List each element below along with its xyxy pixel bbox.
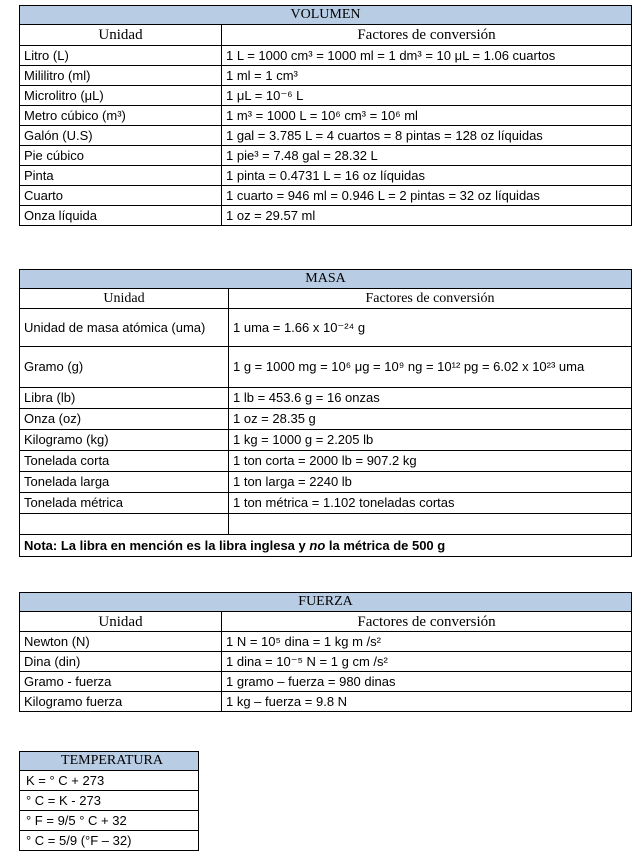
- volumen-factor-cell: 1 m³ = 1000 L = 10⁶ cm³ = 10⁶ ml: [222, 106, 632, 126]
- masa-unit-cell: Tonelada corta: [20, 451, 229, 472]
- masa-factor-cell: 1 uma = 1.66 x 10⁻²⁴ g: [229, 309, 632, 347]
- volumen-title: VOLUMEN: [20, 6, 632, 25]
- fuerza-table: [19, 592, 632, 712]
- volumen-header-factores: Factores de conversión: [222, 25, 632, 46]
- masa-note: [20, 535, 632, 557]
- masa-unit-cell: Kilogramo (kg): [20, 430, 229, 451]
- fuerza-header-unidad: Unidad: [20, 612, 222, 632]
- masa-unit-cell: [20, 514, 229, 535]
- fuerza-factor-cell: 1 kg – fuerza = 9.8 N: [222, 692, 632, 712]
- temperatura-formula: ° C = K - 273: [20, 791, 199, 811]
- volumen-unit-cell: Onza líquida: [20, 206, 222, 226]
- volumen-factor-cell: 1 gal = 3.785 L = 4 cuartos = 8 pintas = 128 oz líquidas: [222, 126, 632, 146]
- fuerza-unit-cell: Kilogramo fuerza: [20, 692, 222, 712]
- masa-factor-cell: 1 ton métrica = 1.102 toneladas cortas: [229, 493, 632, 514]
- fuerza-factor-cell: 1 N = 10⁵ dina = 1 kg m /s²: [222, 632, 632, 652]
- volumen-factor-cell: 1 L = 1000 cm³ = 1000 ml = 1 dm³ = 10 μL = 1.06 cuartos: [222, 46, 632, 66]
- volumen-unit-cell: Galón (U.S): [20, 126, 222, 146]
- fuerza-unit-cell: Dina (din): [20, 652, 222, 672]
- volumen-unit-cell: Cuarto: [20, 186, 222, 206]
- volumen-factor-cell: 1 pinta = 0.4731 L = 16 oz líquidas: [222, 166, 632, 186]
- masa-factor-cell: 1 ton corta = 2000 lb = 907.2 kg: [229, 451, 632, 472]
- masa-unit-cell: Gramo (g): [20, 347, 229, 388]
- volumen-unit-cell: Microlitro (μL): [20, 86, 222, 106]
- volumen-table: [19, 5, 632, 226]
- volumen-unit-cell: Pie cúbico: [20, 146, 222, 166]
- masa-header-factores: Factores de conversión: [229, 289, 632, 309]
- volumen-unit-cell: Mililitro (ml): [20, 66, 222, 86]
- temperatura-title: TEMPERATURA: [20, 752, 199, 771]
- fuerza-factor-cell: 1 dina = 10⁻⁵ N = 1 g cm /s²: [222, 652, 632, 672]
- masa-header-unidad: Unidad: [20, 289, 229, 309]
- volumen-unit-cell: Metro cúbico (m³): [20, 106, 222, 126]
- fuerza-unit-cell: Newton (N): [20, 632, 222, 652]
- temperatura-formula: ° C = 5/9 (°F – 32): [20, 831, 199, 851]
- masa-unit-cell: Tonelada larga: [20, 472, 229, 493]
- masa-unit-cell: Tonelada métrica: [20, 493, 229, 514]
- volumen-header-unidad: Unidad: [20, 25, 222, 46]
- fuerza-title: FUERZA: [20, 593, 632, 612]
- masa-unit-cell: Unidad de masa atómica (uma): [20, 309, 229, 347]
- masa-factor-cell: 1 g = 1000 mg = 10⁶ μg = 10⁹ ng = 10¹² pg = 6.02 x 10²³ uma: [229, 347, 632, 388]
- volumen-unit-cell: Pinta: [20, 166, 222, 186]
- temperatura-table: [19, 751, 199, 851]
- volumen-factor-cell: 1 pie³ = 7.48 gal = 28.32 L: [222, 146, 632, 166]
- masa-note-text: Nota: La libra en mención es la libra inglesa y no la métrica de 500 g: [24, 537, 446, 553]
- masa-table: [19, 269, 632, 557]
- temperatura-formula: ° F = 9/5 ° C + 32: [20, 811, 199, 831]
- volumen-factor-cell: 1 ml = 1 cm³: [222, 66, 632, 86]
- masa-unit-cell: Libra (lb): [20, 388, 229, 409]
- masa-factor-cell: 1 lb = 453.6 g = 16 onzas: [229, 388, 632, 409]
- masa-factor-cell: [229, 514, 632, 535]
- volumen-factor-cell: 1 μL = 10⁻⁶ L: [222, 86, 632, 106]
- fuerza-factor-cell: 1 gramo – fuerza = 980 dinas: [222, 672, 632, 692]
- fuerza-header-factores: Factores de conversión: [222, 612, 632, 632]
- fuerza-unit-cell: Gramo - fuerza: [20, 672, 222, 692]
- temperatura-formula: K = ° C + 273: [20, 771, 199, 791]
- volumen-unit-cell: Litro (L): [20, 46, 222, 66]
- masa-factor-cell: 1 oz = 28.35 g: [229, 409, 632, 430]
- masa-unit-cell: Onza (oz): [20, 409, 229, 430]
- masa-title: MASA: [20, 270, 632, 289]
- masa-factor-cell: 1 kg = 1000 g = 2.205 lb: [229, 430, 632, 451]
- masa-factor-cell: 1 ton larga = 2240 lb: [229, 472, 632, 493]
- volumen-factor-cell: 1 cuarto = 946 ml = 0.946 L = 2 pintas = 32 oz líquidas: [222, 186, 632, 206]
- volumen-factor-cell: 1 oz = 29.57 ml: [222, 206, 632, 226]
